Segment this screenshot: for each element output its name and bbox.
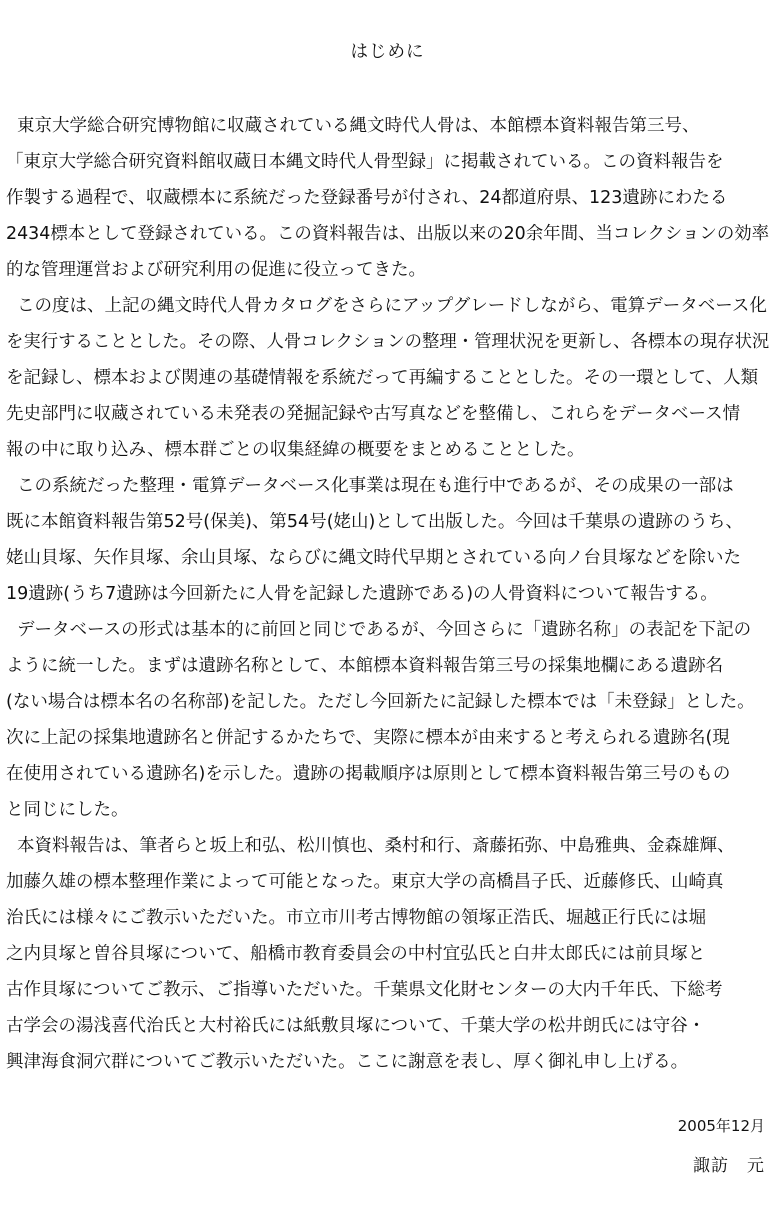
text-line: 2434標本として登録されている。この資料報告は、出版以来の20余年間、当コレクションの効率 xyxy=(6,224,770,244)
text-line: (ない場合は標本名の名称部)を記した。ただし今回新たに記録した標本では「未登録」とした。 xyxy=(6,692,755,712)
author-name: 諏訪 元 xyxy=(693,1156,765,1176)
text-line: 的な管理運営および研究利用の促進に役立ってきた。 xyxy=(6,260,426,280)
text-line: を記録し、標本および関連の基礎情報を系統だって再編することとした。その一環として、人類 xyxy=(6,368,759,388)
text-line: 報の中に取り込み、標本群ごとの収集経緯の概要をまとめることとした。 xyxy=(6,440,585,460)
text-line: この系統だった整理・電算データベース化事業は現在も進行中であるが、その成果の一部は xyxy=(17,476,734,496)
text-line: 加藤久雄の標本整理作業によって可能となった。東京大学の高橋昌子氏、近藤修氏、山崎真 xyxy=(6,872,724,892)
text-line: を実行することとした。その際、人骨コレクションの整理・管理状況を更新し、各標本の現存状況 xyxy=(6,332,770,352)
text-line: 作製する過程で、収蔵標本に系統だった登録番号が付され、24都道府県、123遺跡にわたる xyxy=(6,188,728,208)
text-line: 之内貝塚と曽谷貝塚について、船橋市教育委員会の中村宜弘氏と白井太郎氏には前貝塚と xyxy=(6,944,706,964)
text-line: 姥山貝塚、矢作貝塚、余山貝塚、ならびに縄文時代早期とされている向ノ台貝塚などを除いた xyxy=(6,548,741,568)
text-line: 古作貝塚についてご教示、ご指導いただいた。千葉県文化財センターの大内千年氏、下総考 xyxy=(6,980,723,1000)
text-line: 東京大学総合研究博物館に収蔵されている縄文時代人骨は、本館標本資料報告第三号、 xyxy=(17,116,700,136)
text-line: データベースの形式は基本的に前回と同じであるが、今回さらに「遺跡名称」の表記を下記の xyxy=(17,620,752,640)
text-line: 「東京大学総合研究資料館収蔵日本縄文時代人骨型録」に掲載されている。この資料報告を xyxy=(6,152,724,172)
document-date: 2005年12月 xyxy=(677,1117,765,1135)
text-line: 治氏には様々にご教示いただいた。市立市川考古博物館の領塚正浩氏、堀越正行氏には堀 xyxy=(6,908,706,928)
text-line: 次に上記の採集地遺跡名と併記するかたちで、実際に標本が由来すると考えられる遺跡名(現 xyxy=(6,728,730,748)
text-line: と同じにした。 xyxy=(6,800,129,820)
text-line: 本資料報告は、筆者らと坂上和弘、松川慎也、桑村和行、斎藤拓弥、中島雅典、金森雄輝、 xyxy=(17,836,735,856)
text-line: 在使用されている遺跡名)を示した。遺跡の掲載順序は原則として標本資料報告第三号のもの xyxy=(6,764,731,784)
text-line: 既に本館資料報告第52号(保美)、第54号(姥山)として出版した。今回は千葉県の遺跡のうち、 xyxy=(6,512,743,532)
text-line: 先史部門に収蔵されている未発表の発掘記録や古写真などを整備し、これらをデータベース情 xyxy=(6,404,741,424)
page-title: はじめに xyxy=(350,42,425,62)
text-line: 興津海食洞穴群についてご教示いただいた。ここに謝意を表し、厚く御礼申し上げる。 xyxy=(6,1052,689,1072)
text-line: 19遺跡(うち7遺跡は今回新たに人骨を記録した遺跡である)の人骨資料について報告する。 xyxy=(6,584,718,604)
text-line: ように統一した。まずは遺跡名称として、本館標本資料報告第三号の採集地欄にある遺跡名 xyxy=(6,656,724,676)
text-line: 古学会の湯浅喜代治氏と大村裕氏には紙敷貝塚について、千葉大学の松井朗氏には守谷・ xyxy=(6,1016,706,1036)
text-line: この度は、上記の縄文時代人骨カタログをさらにアップグレードしながら、電算データベース化 xyxy=(17,296,767,316)
